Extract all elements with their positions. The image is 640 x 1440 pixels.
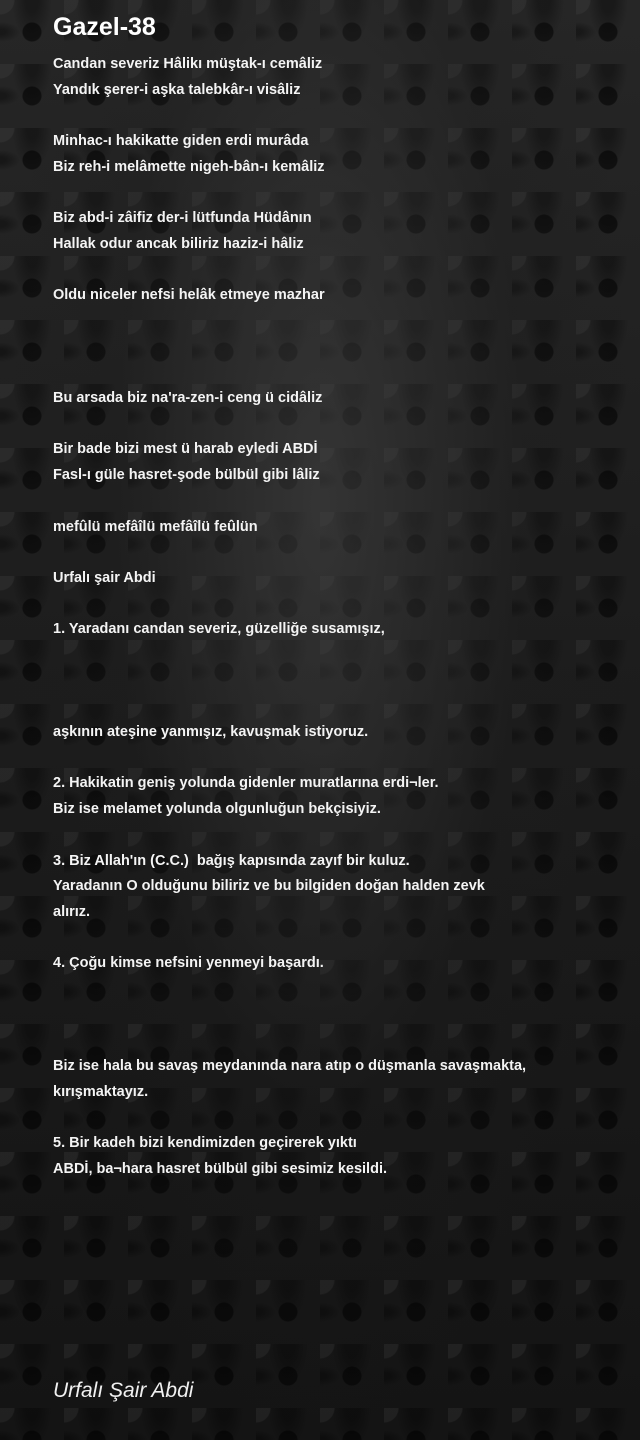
poem-line: alırız. — [53, 903, 91, 920]
poem-blank-line — [53, 258, 613, 284]
poem-line: Bu arsada biz na'ra-zen-i ceng ü cidâliz — [53, 390, 323, 407]
poem-line: Candan severiz Hâlikı müştak-ı cemâliz — [53, 56, 323, 72]
poem-line: Yaradanın O olduğunu biliriz ve bu bilgiden doğan halden zevk — [53, 878, 485, 895]
poem-blank-line — [53, 694, 613, 720]
poem-line: Biz abd-i zâifiz der-i lütfunda Hüdânın — [53, 210, 312, 227]
poem-line: 3. Biz Allah'ın (C.C.) bağış kapısında zayıf bir kuluz. — [53, 852, 410, 869]
poem-blank-line — [53, 1003, 613, 1029]
poem-line: ABDİ, ba¬hara hasret bülbül gibi sesimiz kesildi. — [53, 1160, 387, 1177]
poem-line: Biz ise hala bu savaş meydanında nara atıp o düşmanla savaşmakta, — [53, 1058, 527, 1075]
poem-line: kırışmaktayız. — [53, 1083, 149, 1100]
poem-blank-line — [53, 823, 613, 849]
poem-line: mefûlü mefâîlü mefâîlü feûlün — [53, 518, 258, 535]
poem-blank-line — [53, 592, 613, 618]
poem-blank-line — [53, 489, 613, 515]
poem-blank-line — [53, 926, 613, 952]
poem-blank-line — [53, 669, 613, 695]
poem-blank-line — [53, 360, 613, 386]
poem-line: Oldu niceler nefsi helâk etmeye mazhar — [53, 287, 325, 304]
poem-line: Yandık şerer-i aşka talebkâr-ı visâliz — [53, 81, 301, 98]
poem-blank-line — [53, 103, 613, 129]
poem-line: 5. Bir kadeh bizi kendimizden geçirerek yıktı — [53, 1135, 357, 1152]
poem-line: Urfalı şair Abdi — [53, 569, 156, 586]
poem-line: Hallak odur ancak biliriz haziz-i hâliz — [53, 235, 304, 252]
poem-line: 1. Yaradanı candan severiz, güzelliğe susamışız, — [53, 621, 385, 638]
poem-blank-line — [53, 746, 613, 772]
poem-blank-line — [53, 309, 613, 335]
poem-blank-line — [53, 335, 613, 361]
poem-line: Fasl-ı güle hasret-şode bülbül gibi lâliz — [53, 467, 320, 484]
poem-body — [53, 52, 613, 1183]
poem-blank-line — [53, 643, 613, 669]
author-signature: Urfalı Şair Abdi — [53, 1379, 194, 1402]
poem-blank-line — [53, 1028, 613, 1054]
poem-line: Minhac-ı hakikatte giden erdi murâda — [53, 133, 309, 150]
poem-blank-line — [53, 181, 613, 207]
poem-blank-line — [53, 977, 613, 1003]
poem-line: aşkının ateşine yanmışız, kavuşmak istiyoruz. — [53, 724, 369, 741]
poem-line: Biz ise melamet yolunda olgunluğun bekçisiyiz. — [53, 801, 381, 818]
poem-line: 4. Çoğu kimse nefsini yenmeyi başardı. — [53, 955, 324, 972]
poem-blank-line — [53, 1106, 613, 1132]
poem-blank-line — [53, 540, 613, 566]
poem-title: Gazel-38 — [53, 13, 156, 41]
poem-blank-line — [53, 412, 613, 438]
poem-line: Biz reh-i melâmette nigeh-bân-ı kemâliz — [53, 158, 325, 175]
poem-line: 2. Hakikatin geniş yolunda gidenler muratlarına erdi¬ler. — [53, 775, 439, 792]
poem-line: Bir bade bizi mest ü harab eyledi ABDİ — [53, 441, 318, 458]
